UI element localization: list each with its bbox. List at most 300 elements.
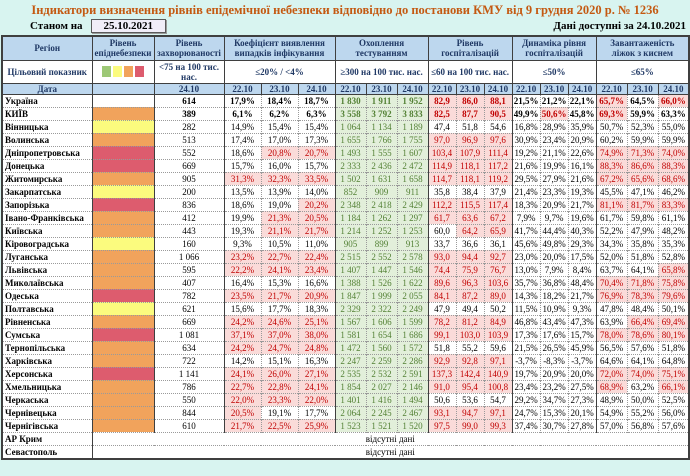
hospitalization-cell: 99,1	[428, 328, 456, 341]
region-name: Чернівецька	[2, 406, 92, 419]
oxygen-beds-cell: 64,8%	[658, 354, 689, 367]
epidemic-level-cell	[92, 328, 154, 341]
coef-cell: 33,5%	[298, 172, 335, 185]
epidemic-level-cell	[92, 341, 154, 354]
oxygen-beds-cell: 66,0%	[658, 94, 689, 107]
region-name: Дніпропетровська	[2, 146, 92, 159]
coef-cell: 22,7%	[261, 250, 298, 263]
epidemic-level-cell	[92, 185, 154, 198]
date-header-cell: 22.10	[224, 83, 261, 94]
oxygen-beds-cell: 68,6%	[658, 172, 689, 185]
hospitalization-cell: 96,9	[456, 133, 484, 146]
dynamics-cell: 20,1%	[568, 406, 596, 419]
coef-cell: 20,9%	[298, 289, 335, 302]
hospitalization-cell: 90,5	[484, 107, 512, 120]
oxygen-beds-cell: 56,8%	[627, 419, 658, 432]
level-swatch-red-icon	[135, 66, 144, 77]
oxygen-beds-cell: 51,8%	[627, 250, 658, 263]
dynamics-cell: 20,9%	[540, 198, 568, 211]
oxygen-beds-cell: 50,1%	[658, 302, 689, 315]
epidemic-level-cell	[92, 172, 154, 185]
incidence-cell: 786	[154, 380, 224, 393]
coef-cell: 21,1%	[261, 224, 298, 237]
page-title: Індикатори визначення рівнів епідемічної небезпеки відповідно до постанови КМУ від 9 грудня 2020 р. № 1236	[31, 3, 659, 17]
testing-cell: 1 134	[366, 120, 397, 133]
dynamics-cell: 15,7%	[568, 328, 596, 341]
dynamics-cell: 7,9%	[540, 263, 568, 276]
coef-cell: 22,0%	[224, 393, 261, 406]
coef-cell: 14,9%	[224, 120, 261, 133]
testing-cell: 1 622	[397, 276, 428, 289]
coef-cell: 19,1%	[261, 406, 298, 419]
epidemic-level-cell	[92, 198, 154, 211]
dynamics-cell: 49,8%	[540, 237, 568, 250]
coef-cell: 14,2%	[224, 354, 261, 367]
coef-cell: 37,0%	[261, 328, 298, 341]
table-row	[2, 276, 689, 289]
dynamics-cell: 16,1%	[568, 159, 596, 172]
coef-cell: 21,7%	[224, 419, 261, 432]
hospitalization-cell: 97,1	[484, 354, 512, 367]
table-row	[2, 107, 689, 120]
coef-cell: 11,0%	[298, 237, 335, 250]
coef-cell: 17,7%	[298, 406, 335, 419]
region-name: Луганська	[2, 250, 92, 263]
table-row	[2, 445, 689, 459]
dynamics-cell: 21,7%	[568, 198, 596, 211]
testing-cell: 2 436	[366, 159, 397, 172]
hospitalization-cell: 67,2	[484, 211, 512, 224]
testing-cell: 1 388	[335, 276, 366, 289]
oxygen-beds-cell: 47,9%	[627, 224, 658, 237]
dynamics-cell: 22,1%	[569, 95, 595, 106]
date-header-cell: 24.10	[658, 83, 689, 94]
hospitalization-cell: 114,7	[428, 172, 456, 185]
region-name: Вінницька	[2, 120, 92, 133]
target-hospitalization: ≤60 на 100 тис. нас.	[428, 60, 512, 83]
testing-cell: 1 447	[366, 263, 397, 276]
incidence-cell: 513	[154, 133, 224, 146]
incidence-cell: 669	[154, 315, 224, 328]
hospitalization-cell: 74,4	[428, 263, 456, 276]
date-header-cell: 23.10	[540, 83, 568, 94]
dynamics-cell: 14,3%	[512, 289, 540, 302]
coef-cell: 14,0%	[298, 185, 335, 198]
oxygen-beds-cell: 70,4%	[596, 276, 627, 289]
coef-cell: 17,0%	[261, 133, 298, 146]
dynamics-cell: 23,0%	[512, 250, 540, 263]
dynamics-cell: 27,9%	[540, 172, 568, 185]
region-name: Київська	[2, 224, 92, 237]
coef-cell: 22,4%	[298, 250, 335, 263]
dynamics-cell: 17,3%	[512, 328, 540, 341]
oxygen-beds-cell: 57,6%	[658, 419, 689, 432]
oxygen-beds-cell: 78,6%	[627, 328, 658, 341]
testing-cell: 1 520	[397, 419, 428, 432]
table-row	[2, 328, 689, 341]
oxygen-beds-cell: 69,4%	[658, 315, 689, 328]
dynamics-cell: 21,7%	[568, 289, 596, 302]
testing-cell: 1 521	[366, 419, 397, 432]
table-row	[2, 224, 689, 237]
coef-cell: 21,7%	[298, 224, 335, 237]
dynamics-cell: 50,6%	[541, 108, 567, 119]
dynamics-cell: 23,4%	[540, 133, 568, 146]
table-row	[2, 380, 689, 393]
testing-cell: 2 329	[335, 302, 366, 315]
dynamics-cell: 24,7%	[512, 406, 540, 419]
hospitalization-cell: 87,2	[456, 289, 484, 302]
coef-cell: 9,3%	[224, 237, 261, 250]
oxygen-beds-cell: 83,3%	[658, 198, 689, 211]
testing-cell: 1 214	[335, 224, 366, 237]
hospitalization-cell: 111,4	[484, 146, 512, 159]
hospitalization-cell: 89,6	[428, 276, 456, 289]
dynamics-cell: 28,9%	[540, 120, 568, 133]
testing-cell: 2 467	[397, 406, 428, 419]
testing-cell: 1 184	[335, 211, 366, 224]
hospitalization-cell: 107,9	[456, 146, 484, 159]
hospitalization-cell: 84,1	[428, 289, 456, 302]
region-name: Херсонська	[2, 367, 92, 380]
testing-cell: 2 249	[397, 302, 428, 315]
dynamics-cell: 30,7%	[540, 419, 568, 432]
hospitalization-cell: 59,6	[484, 341, 512, 354]
region-name: Житомирська	[2, 172, 92, 185]
hospitalization-cell: 51,8	[456, 120, 484, 133]
incidence-cell: 669	[154, 159, 224, 172]
date-header-cell: 22.10	[512, 83, 540, 94]
coef-cell: 19,0%	[261, 198, 298, 211]
testing-cell: 1 654	[366, 328, 397, 341]
oxygen-beds-cell: 75,8%	[658, 276, 689, 289]
table-row	[2, 289, 689, 302]
coef-cell: 17,3%	[298, 133, 335, 146]
testing-cell: 1 952	[397, 94, 428, 107]
dynamics-cell: 21,5%	[512, 341, 540, 354]
oxygen-beds-cell: 54,9%	[596, 406, 627, 419]
testing-cell: 2 591	[397, 367, 428, 380]
coef-cell: 22,8%	[261, 380, 298, 393]
coef-cell: 15,4%	[261, 120, 298, 133]
dynamics-cell: 16,8%	[512, 120, 540, 133]
region-name: Миколаївська	[2, 276, 92, 289]
testing-cell: 1 854	[335, 380, 366, 393]
testing-cell: 2 286	[397, 354, 428, 367]
target-row-label: Цільовий показник	[2, 60, 92, 83]
date-row-empty	[92, 83, 154, 94]
dynamics-cell: 15,3%	[540, 406, 568, 419]
epidemic-level-cell	[92, 302, 154, 315]
testing-cell: 1 599	[397, 315, 428, 328]
coef-cell: 25,1%	[298, 315, 335, 328]
dynamics-cell: 20,9%	[568, 133, 596, 146]
oxygen-beds-cell: 74,0%	[627, 367, 658, 380]
date-header-cell: 24.10	[154, 83, 224, 94]
hospitalization-cell: 91,0	[428, 380, 456, 393]
coef-cell: 17,4%	[224, 133, 261, 146]
table-body	[2, 94, 689, 459]
table-row	[2, 406, 689, 419]
oxygen-beds-cell: 55,0%	[658, 120, 689, 133]
coef-cell: 32,3%	[261, 172, 298, 185]
header-date-row	[2, 83, 689, 94]
hospitalization-cell: 33,7	[428, 237, 456, 250]
dynamics-cell: 37,4%	[512, 419, 540, 432]
table-row	[2, 198, 689, 211]
dynamics-cell: 21,6%	[568, 172, 596, 185]
hospitalization-cell: 76,7	[484, 263, 512, 276]
coef-cell: 26,0%	[261, 367, 298, 380]
region-name: Кіровоградська	[2, 237, 92, 250]
oxygen-beds-cell: 59,9%	[658, 133, 689, 146]
hospitalization-cell: 81,2	[456, 315, 484, 328]
coef-cell: 20,8%	[261, 146, 298, 159]
dynamics-cell: 45,9%	[568, 341, 596, 354]
coef-cell: 22,0%	[298, 393, 335, 406]
dynamics-cell: 36,8%	[540, 276, 568, 289]
hospitalization-cell: 84,9	[484, 315, 512, 328]
level-swatch-orange-icon	[124, 66, 133, 77]
incidence-cell: 160	[154, 237, 224, 250]
dynamics-cell: 19,3%	[568, 185, 596, 198]
hospitalization-cell: 55,2	[456, 341, 484, 354]
region-name: Севастополь	[2, 445, 92, 459]
oxygen-beds-cell: 74,9%	[596, 146, 627, 159]
coef-cell: 13,9%	[261, 185, 298, 198]
dynamics-cell: 23,3%	[540, 185, 568, 198]
coef-cell: 24,2%	[224, 341, 261, 354]
dynamics-cell: 47,3%	[568, 315, 596, 328]
date-row-label: Дата	[2, 83, 92, 94]
epidemic-level-cell	[92, 107, 154, 120]
oxygen-beds-cell: 57,6%	[627, 341, 658, 354]
testing-cell: 3 792	[366, 107, 397, 120]
testing-cell: 1 297	[397, 211, 428, 224]
dynamics-cell: 45,8%	[569, 108, 595, 119]
coef-cell: 18,4%	[261, 94, 298, 107]
hospitalization-cell: 50,2	[484, 302, 512, 315]
epidemic-level-cell	[92, 276, 154, 289]
dynamics-cell: 23,4%	[512, 380, 540, 393]
coef-cell: 21,3%	[261, 211, 298, 224]
dynamics-cell: 10,9%	[540, 302, 568, 315]
hospitalization-cell: 38,4	[456, 185, 484, 198]
hospitalization-cell: 99,3	[484, 419, 512, 432]
dynamics-cell: 19,9%	[540, 159, 568, 172]
epidemic-level-cell	[92, 315, 154, 328]
coef-cell: 16,4%	[224, 276, 261, 289]
region-name: КИЇВ	[2, 107, 92, 120]
incidence-cell: 200	[154, 185, 224, 198]
coef-cell: 24,1%	[298, 380, 335, 393]
incidence-cell: 621	[154, 302, 224, 315]
table-row	[2, 263, 689, 276]
region-name: АР Крим	[2, 432, 92, 445]
coef-cell: 20,7%	[298, 146, 335, 159]
coef-cell: 21,7%	[261, 289, 298, 302]
hospitalization-cell: 119,2	[484, 172, 512, 185]
testing-cell: 1 493	[335, 146, 366, 159]
coef-cell: 22,7%	[224, 380, 261, 393]
incidence-cell: 552	[154, 146, 224, 159]
testing-cell: 2 322	[366, 302, 397, 315]
incidence-cell: 282	[154, 120, 224, 133]
coef-cell: 23,2%	[224, 250, 261, 263]
testing-cell: 852	[335, 185, 366, 198]
hospitalization-cell: 95,4	[456, 380, 484, 393]
testing-cell: 1 252	[366, 224, 397, 237]
coef-cell: 17,9%	[224, 94, 261, 107]
hospitalization-cell: 54,7	[484, 393, 512, 406]
hospitalization-cell: 63,6	[456, 211, 484, 224]
table-row	[2, 237, 689, 250]
epidemic-level-cell	[92, 224, 154, 237]
hospitalization-cell: 88,1	[484, 94, 512, 107]
epidemic-level-cell	[92, 289, 154, 302]
oxygen-beds-cell: 56,0%	[658, 406, 689, 419]
incidence-cell: 595	[154, 263, 224, 276]
hospitalization-cell: 53,6	[456, 393, 484, 406]
testing-cell: 1 755	[397, 133, 428, 146]
testing-cell: 909	[366, 185, 397, 198]
date-header-cell: 23.10	[456, 83, 484, 94]
hospitalization-cell: 86,0	[456, 94, 484, 107]
epidemic-level-cell	[92, 120, 154, 133]
coef-cell: 6,2%	[261, 107, 298, 120]
region-name: Чернігівська	[2, 419, 92, 432]
testing-cell: 1 526	[366, 276, 397, 289]
oxygen-beds-cell: 59,8%	[627, 211, 658, 224]
date-header-cell: 22.10	[596, 83, 627, 94]
coef-cell: 24,2%	[224, 315, 261, 328]
hospitalization-cell: 89,0	[484, 289, 512, 302]
oxygen-beds-cell: 35,3%	[658, 237, 689, 250]
epidemic-level-cell	[92, 419, 154, 432]
dynamics-cell: 9,7%	[540, 211, 568, 224]
dynamics-cell: 8,4%	[568, 263, 596, 276]
oxygen-beds-cell: 64,1%	[627, 354, 658, 367]
hospitalization-cell: 94,4	[456, 250, 484, 263]
testing-cell: 1 658	[397, 172, 428, 185]
incidence-cell: 836	[154, 198, 224, 211]
hospitalization-cell: 50,6	[428, 393, 456, 406]
testing-cell: 2 146	[397, 380, 428, 393]
coef-cell: 24,6%	[261, 315, 298, 328]
incidence-cell: 782	[154, 289, 224, 302]
sub-header	[0, 18, 690, 35]
testing-cell: 1 494	[397, 393, 428, 406]
table-row	[2, 250, 689, 263]
epidemic-level-cell	[92, 367, 154, 380]
oxygen-beds-cell: 61,7%	[596, 211, 627, 224]
oxygen-beds-cell: 81,7%	[627, 198, 658, 211]
hospitalization-cell: 36,6	[456, 237, 484, 250]
col-header-testing: Охоплення тестуванням	[335, 36, 428, 60]
oxygen-beds-cell: 69,3%	[596, 107, 627, 120]
target-detection-coef: ≤20% / <4%	[224, 60, 335, 83]
oxygen-beds-cell: 50,7%	[596, 120, 627, 133]
testing-cell: 1 555	[366, 146, 397, 159]
testing-cell: 899	[366, 237, 397, 250]
oxygen-beds-cell: 59,9%	[627, 133, 658, 146]
oxygen-beds-cell: 48,2%	[658, 224, 689, 237]
testing-cell: 2 578	[397, 250, 428, 263]
testing-cell: 1 523	[335, 419, 366, 432]
testing-cell: 1 911	[366, 94, 397, 107]
epidemic-level-cell	[92, 94, 154, 107]
as-of-date-box[interactable]: 25.10.2021	[91, 19, 167, 33]
hospitalization-cell: 92,8	[456, 354, 484, 367]
hospitalization-cell: 37,9	[484, 185, 512, 198]
testing-cell: 2 532	[366, 367, 397, 380]
coef-cell: 16,6%	[298, 276, 335, 289]
hospitalization-cell: 115,5	[456, 198, 484, 211]
incidence-cell: 905	[154, 172, 224, 185]
testing-cell: 3 558	[335, 107, 366, 120]
oxygen-beds-cell: 45,5%	[596, 185, 627, 198]
oxygen-beds-cell: 60,2%	[596, 133, 627, 146]
epidemic-level-cell	[92, 211, 154, 224]
hospitalization-cell: 117,2	[484, 159, 512, 172]
dynamics-cell: 29,2%	[512, 393, 540, 406]
dynamics-cell: 23,2%	[540, 380, 568, 393]
hospitalization-cell: 92,7	[484, 250, 512, 263]
coef-cell: 17,7%	[261, 302, 298, 315]
dynamics-cell: 18,3%	[512, 198, 540, 211]
testing-cell: 2 027	[366, 380, 397, 393]
col-header-epid-level: Рівень епіднебезпеки	[92, 36, 154, 60]
coef-cell: 16,3%	[298, 354, 335, 367]
dynamics-cell: 29,3%	[568, 237, 596, 250]
testing-cell: 1 064	[335, 120, 366, 133]
header-target-row	[2, 60, 689, 83]
region-name: Рівненська	[2, 315, 92, 328]
hospitalization-cell: 100,8	[484, 380, 512, 393]
oxygen-beds-cell: 68,9%	[596, 380, 627, 393]
region-name: Харківська	[2, 354, 92, 367]
testing-cell: 1 401	[335, 393, 366, 406]
coef-cell: 18,6%	[224, 198, 261, 211]
testing-cell: 3 833	[397, 107, 428, 120]
oxygen-beds-cell: 71,8%	[627, 276, 658, 289]
region-name: Одеська	[2, 289, 92, 302]
dynamics-cell: 48,4%	[568, 276, 596, 289]
hospitalization-cell: 103,0	[456, 328, 484, 341]
epidemic-level-cell	[92, 406, 154, 419]
oxygen-beds-cell: 75,1%	[658, 367, 689, 380]
header-group-row	[2, 36, 689, 60]
testing-cell: 2 247	[335, 354, 366, 367]
oxygen-beds-cell: 51,8%	[658, 341, 689, 354]
level-legend	[92, 60, 154, 83]
oxygen-beds-cell: 63,2%	[627, 380, 658, 393]
region-name: Львівська	[2, 263, 92, 276]
hospitalization-cell: 97,1	[484, 406, 512, 419]
oxygen-beds-cell: 67,2%	[596, 172, 627, 185]
dynamics-cell: 35,9%	[568, 120, 596, 133]
epidemic-level-cell	[92, 250, 154, 263]
epidemic-level-cell	[92, 354, 154, 367]
col-header-oxygen-beds: Завантаженість ліжок з киснем	[596, 36, 689, 60]
dynamics-cell: 20,9%	[540, 367, 568, 380]
indicators-table	[1, 35, 690, 459]
dynamics-cell: 21,6%	[512, 159, 540, 172]
table-row	[2, 393, 689, 406]
hospitalization-cell: 94,7	[456, 406, 484, 419]
table-row	[2, 185, 689, 198]
oxygen-beds-cell: 74,0%	[658, 146, 689, 159]
